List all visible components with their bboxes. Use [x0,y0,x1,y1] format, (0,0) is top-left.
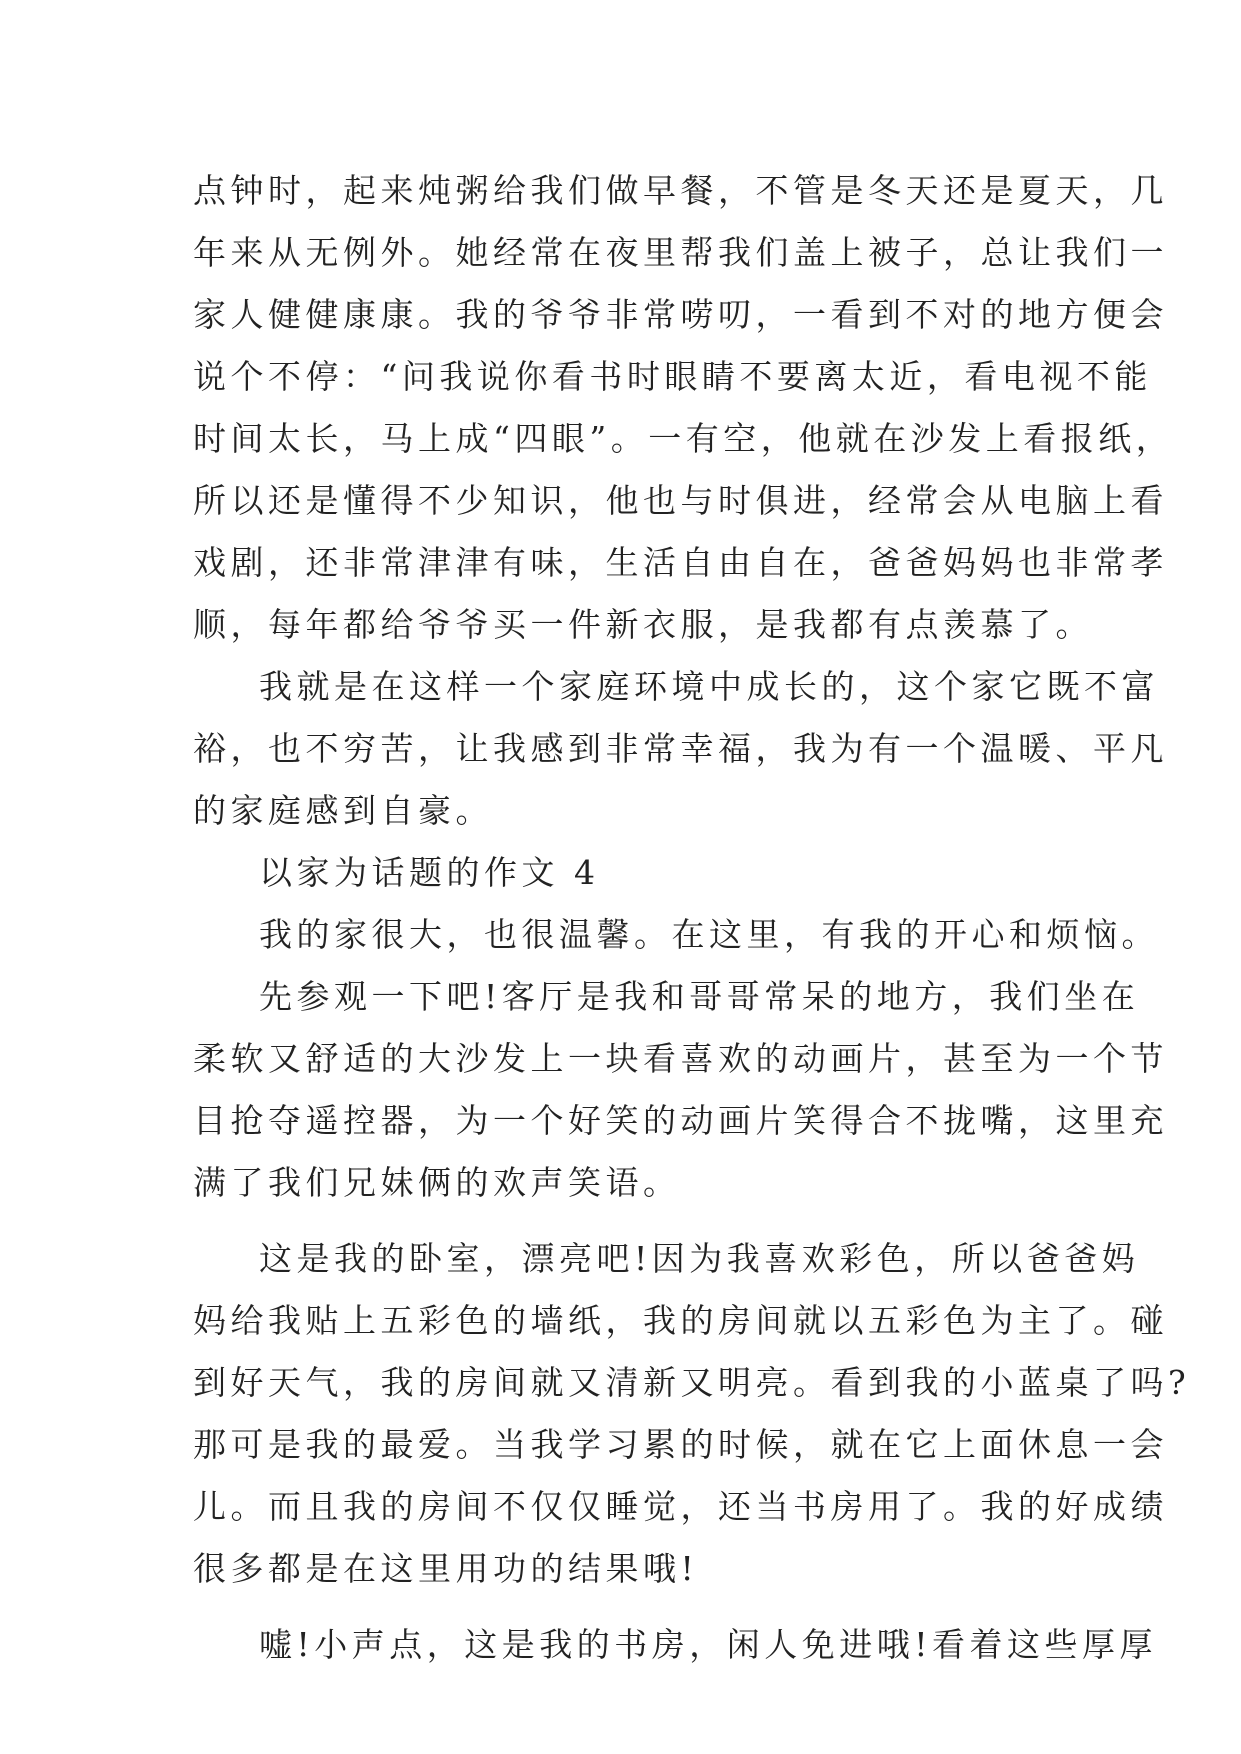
text-line: 戏剧，还非常津津有味，生活自由自在，爸爸妈妈也非常孝 [193,543,1168,582]
essay-text [193,160,1191,1676]
paragraph-start-line: 嘘!小声点，这是我的书房，闲人免进哦!看着这些厚厚 [259,1625,1158,1664]
text-line: 年来从无例外。她经常在夜里帮我们盖上被子，总让我们一 [193,233,1168,272]
text-line: 柔软又舒适的大沙发上一块看喜欢的动画片，甚至为一个节 [193,1039,1168,1078]
text-line: 目抢夺遥控器，为一个好笑的动画片笑得合不拢嘴，这里充 [193,1101,1168,1140]
text-line: 顺，每年都给爷爷买一件新衣服，是我都有点羡慕了。 [193,605,1093,644]
text-line: 时间太长，马上成“四眼”。一有空，他就在沙发上看报纸， [193,419,1174,458]
section-heading: 以家为话题的作文 4 [259,853,600,892]
text-line: 裕，也不穷苦，让我感到非常幸福，我为有一个温暖、平凡 [193,729,1168,768]
text-line: 妈给我贴上五彩色的墙纸，我的房间就以五彩色为主了。碰 [193,1301,1168,1340]
text-line: 点钟时，起来炖粥给我们做早餐，不管是冬天还是夏天，几 [193,171,1168,210]
text-line: 说个不停：“问我说你看书时眼睛不要离太近，看电视不能 [193,357,1152,396]
text-line: 所以还是懂得不少知识，他也与时俱进，经常会从电脑上看 [193,481,1168,520]
paragraph-start-line: 这是我的卧室，漂亮吧!因为我喜欢彩色，所以爸爸妈 [259,1239,1140,1278]
text-line: 满了我们兄妹俩的欢声笑语。 [193,1163,681,1202]
paragraph-start-line: 我就是在这样一个家庭环境中成长的，这个家它既不富 [259,667,1159,706]
text-line: 那可是我的最爱。当我学习累的时候，就在它上面休息一会 [193,1425,1168,1464]
paragraph-start-line: 我的家很大，也很温馨。在这里，有我的开心和烦恼。 [259,915,1159,954]
paragraph-start-line: 先参观一下吧!客厅是我和哥哥常呆的地方，我们坐在 [259,977,1140,1016]
text-line: 到好天气，我的房间就又清新又明亮。看到我的小蓝桌了吗? [193,1363,1191,1402]
text-line: 家人健健康康。我的爷爷非常唠叨，一看到不对的地方便会 [193,295,1168,334]
text-line: 很多都是在这里用功的结果哦! [193,1549,699,1588]
text-line: 儿。而且我的房间不仅仅睡觉，还当书房用了。我的好成绩 [193,1487,1168,1526]
text-line: 的家庭感到自豪。 [193,791,493,830]
